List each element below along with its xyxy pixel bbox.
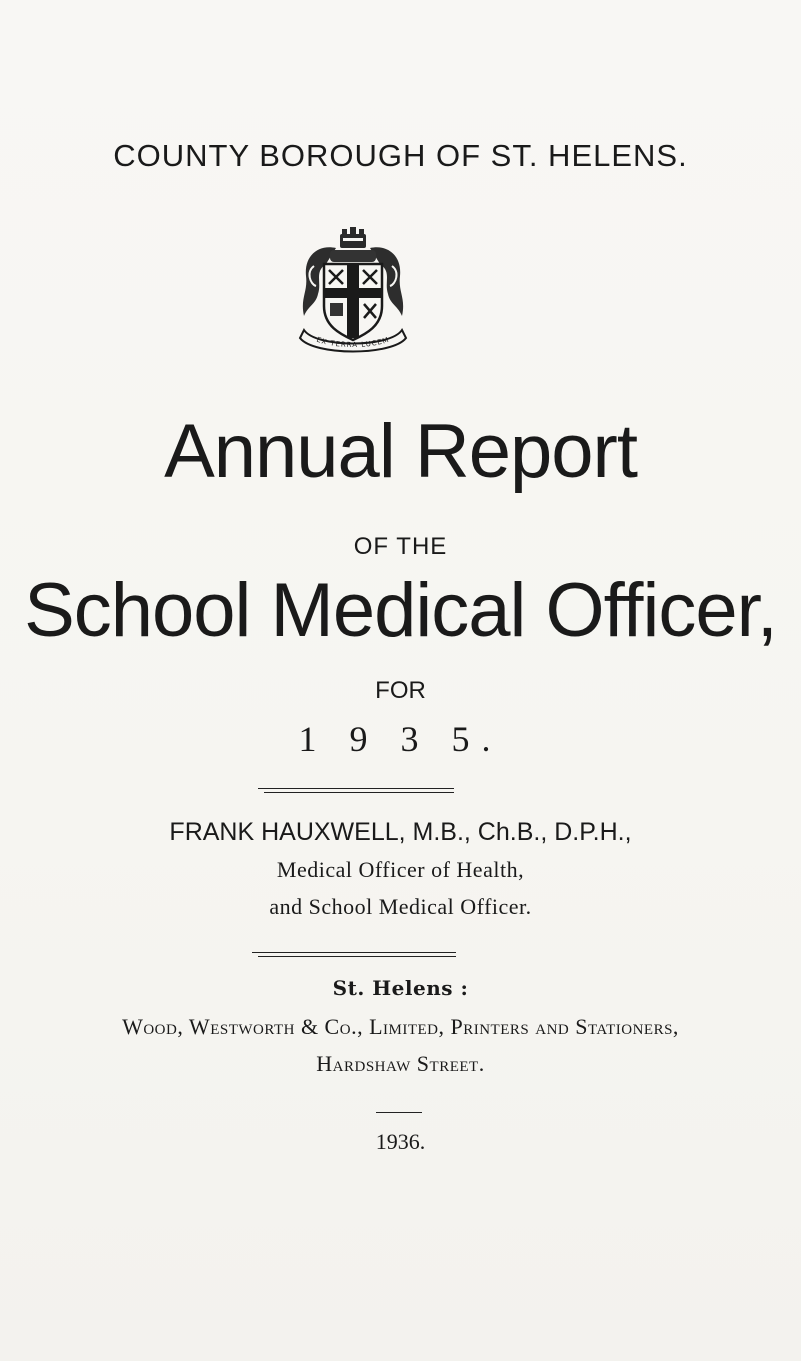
borough-crest-icon bbox=[296, 226, 410, 356]
imprint-place: St. Helens : bbox=[332, 976, 469, 1000]
borough-heading: COUNTY BOROUGH OF ST. HELENS. bbox=[113, 138, 688, 173]
publication-year: 1936. bbox=[375, 1129, 426, 1154]
divider-rule bbox=[252, 952, 456, 953]
title-connector: OF THE bbox=[353, 533, 448, 560]
author-role-line1: Medical Officer of Health, bbox=[276, 857, 525, 882]
crest-crown bbox=[340, 227, 366, 248]
author-name: FRANK HAUXWELL, M.B., Ch.B., D.P.H., bbox=[169, 818, 632, 846]
imprint-printer: Wood, Westworth & Co., Limited, Printers and Stationers, bbox=[122, 1014, 679, 1039]
report-year: 1 9 3 5. bbox=[298, 719, 503, 759]
divider-rule bbox=[258, 956, 456, 957]
report-title-line2: School Medical Officer, bbox=[24, 568, 777, 653]
crest-motto: EX TERRA LUCEM bbox=[315, 335, 391, 350]
divider-rule bbox=[264, 792, 454, 793]
short-divider bbox=[376, 1112, 422, 1113]
report-title-line1: Annual Report bbox=[164, 409, 637, 494]
author-role-line2: and School Medical Officer. bbox=[269, 894, 532, 919]
imprint-street: Hardshaw Street. bbox=[316, 1051, 485, 1076]
divider-rule bbox=[258, 788, 454, 789]
for-label: FOR bbox=[375, 677, 426, 704]
